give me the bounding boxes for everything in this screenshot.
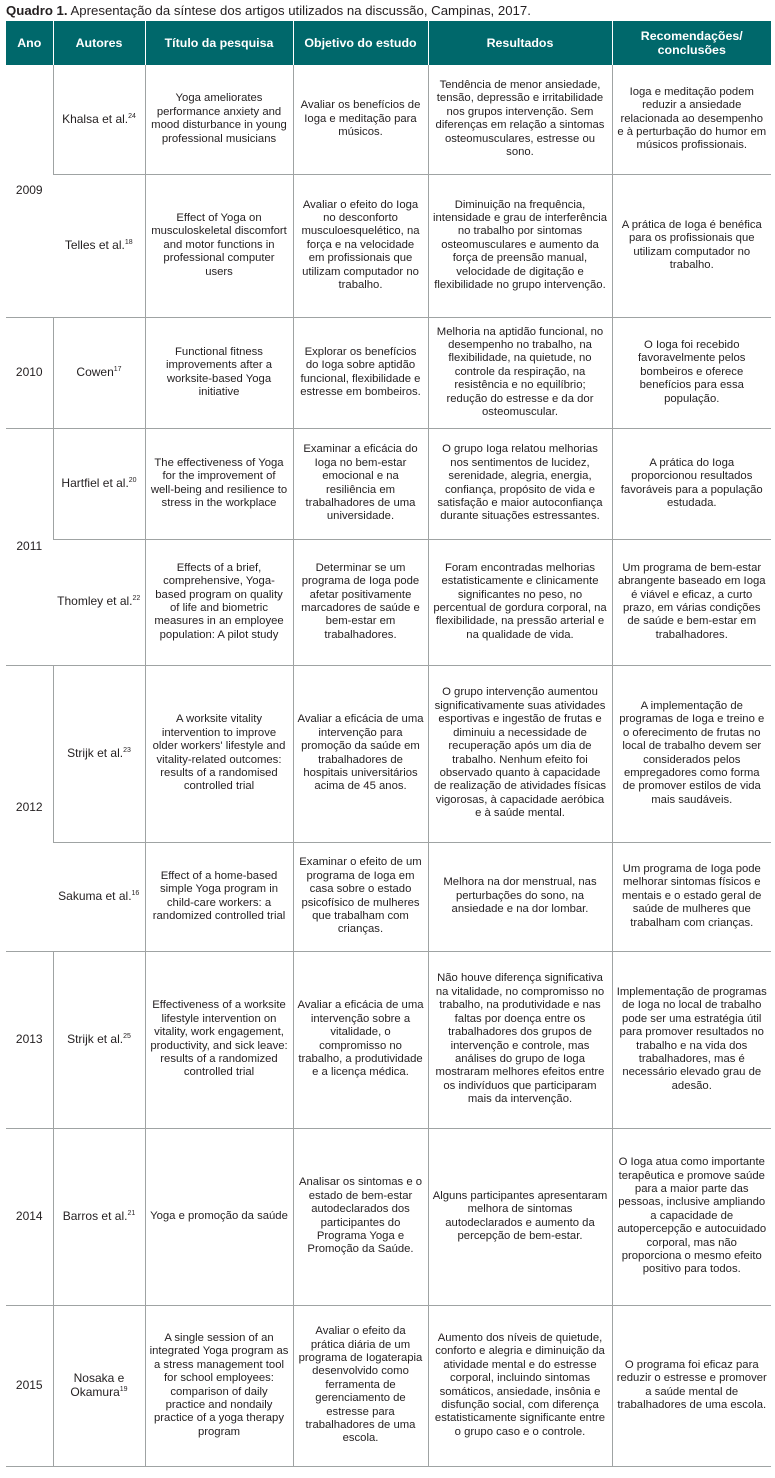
authors-cell	[53, 428, 145, 539]
title-cell: Effect of a home-based simple Yoga program in child-care workers: a randomized controlled trial	[145, 842, 293, 951]
recommendations-cell: O programa foi eficaz para reduzir o estresse e promover a saúde mental de trabalhadores de uma escola.	[612, 1305, 771, 1466]
results-cell: Tendência de menor ansiedade, tensão, depressão e irritabilidade nos grupos intervenção. Sem diferenças em relação a sintomas osteomusculares, estresse ou sono.	[428, 65, 612, 174]
year-cell: 2012	[6, 665, 53, 951]
table-row	[6, 317, 771, 428]
title-cell: Effectiveness of a worksite lifestyle intervention on vitality, work engagement, productivity, and sick leave: results of a randomized controlled trial	[145, 951, 293, 1128]
header-objective: Objetivo do estudo	[293, 21, 428, 65]
objective-cell: Avaliar os benefícios de Ioga e meditação para músicos.	[293, 65, 428, 174]
authors-cell	[53, 65, 145, 174]
results-cell: Alguns participantes apresentaram melhora de sintomas autodeclarados e aumento da percepção de bem-estar.	[428, 1128, 612, 1305]
reference-number: 22	[132, 595, 141, 603]
objective-cell: Determinar se um programa de Ioga pode afetar positivamente marcadores de saúde e bem-estar em trabalhadores.	[293, 539, 428, 665]
recommendations-cell: O Ioga foi recebido favoravelmente pelos bombeiros e oferece benefícios para essa população.	[612, 317, 771, 428]
authors-cell	[53, 1305, 145, 1466]
objective-cell: Explorar os benefícios do Ioga sobre aptidão funcional, flexibilidade e estresse em bombeiros.	[293, 317, 428, 428]
year-cell: 2010	[6, 317, 53, 428]
recommendations-cell: A prática de Ioga é benéfica para os profissionais que utilizam computador no trabalho.	[612, 174, 771, 317]
reference-number: 24	[128, 112, 136, 120]
recommendations-cell: Um programa de bem-estar abrangente baseado em Ioga é viável e eficaz, a curto prazo, em várias condições de saúde e bem-estar em trabalhadores.	[612, 539, 771, 665]
results-cell: Não houve diferença significativa na vitalidade, no compromisso no trabalho, na produtividade e nas faltas por doença entre os trabalhadores dos grupos de intervenção e controle, mas análises do grupo de Ioga mostraram melhores efeitos entre os indivíduos que participaram mais da intervenção.	[428, 951, 612, 1128]
table-row	[6, 842, 771, 951]
header-title: Título da pesquisa	[145, 21, 293, 65]
year-cell: 2013	[6, 951, 53, 1128]
results-cell: Foram encontradas melhorias estatisticamente e clinicamente significantes no peso, no percentual de gordura corporal, na flexibilidade, na pressão arterial e na qualidade de vida.	[428, 539, 612, 665]
title-cell: Functional fitness improvements after a worksite-based Yoga initiative	[145, 317, 293, 428]
reference-number: 16	[131, 889, 140, 897]
authors-text: Telles et al.	[64, 237, 125, 252]
year-cell: 2015	[6, 1305, 53, 1466]
objective-cell: Avaliar o efeito do Ioga no desconforto musculoesquelético, na força e na velocidade em profissionais que utilizam computador no trabalho.	[293, 174, 428, 317]
header-authors: Autores	[53, 21, 145, 65]
objective-cell: Examinar a eficácia do Ioga no bem-estar emocional e na resiliência em trabalhadores de uma universidade.	[293, 428, 428, 539]
objective-cell: Avaliar a eficácia de uma intervenção para promoção da saúde em trabalhadores de hospitais universitários acima de 45 anos.	[293, 665, 428, 842]
table-row	[6, 174, 771, 317]
table-row	[6, 539, 771, 665]
results-cell: Melhoria na aptidão funcional, no desempenho no trabalho, na flexibilidade, na quietude, no controle da respiração, na resistência e no equilíbrio; redução do estresse e da dor osteomuscular.	[428, 317, 612, 428]
reference-number: 20	[128, 476, 137, 484]
authors-cell	[53, 174, 145, 317]
authors-cell	[53, 951, 145, 1128]
authors-cell	[53, 539, 145, 665]
recommendations-cell: Um programa de Ioga pode melhorar sintomas físicos e mentais e o estado geral de saúde de mulheres que trabalham com crianças.	[612, 842, 771, 951]
table-header-row	[6, 21, 771, 65]
year-cell: 2014	[6, 1128, 53, 1305]
table-caption	[6, 3, 531, 19]
authors-text: Nosaka e Okamura	[70, 1371, 125, 1399]
authors-text: Thomley et al.	[57, 594, 133, 609]
year-cell: 2011	[6, 428, 53, 665]
objective-cell: Avaliar o efeito da prática diária de um programa de Iogaterapia desenvolvido como ferramenta de gerenciamento de estresse para trabalhadores de uma escola.	[293, 1305, 428, 1466]
reference-number: 23	[123, 746, 131, 754]
table-row	[6, 1128, 771, 1305]
title-cell: Effects of a brief, comprehensive, Yoga-based program on quality of life and biometric measures in an employee population: A pilot study	[145, 539, 293, 665]
table-row	[6, 1305, 771, 1466]
title-cell: A worksite vitality intervention to improve older workers' lifestyle and vitality-related outcomes: results of a randomised controlled trial	[145, 665, 293, 842]
reference-number: 21	[127, 1209, 136, 1217]
recommendations-cell: Ioga e meditação podem reduzir a ansiedade relacionada ao desempenho e à perturbação do humor em músicos profissionais.	[612, 65, 771, 174]
table-row	[6, 665, 771, 842]
header-results: Resultados	[428, 21, 612, 65]
authors-cell	[53, 842, 145, 951]
results-cell: Aumento dos níveis de quietude, conforto e alegria e diminuição da atividade mental e do estresse corporal, incluindo sintomas somáticos, ansiedade, insônia e disfunção social, com diferença estatisticamente significante entre o grupo caso e o controle.	[428, 1305, 612, 1466]
authors-text: Cowen	[76, 364, 114, 379]
reference-number: 25	[123, 1032, 131, 1040]
authors-text: Strijk et al.	[67, 745, 124, 760]
objective-cell: Examinar o efeito de um programa de Ioga em casa sobre o estado psicofísico de mulheres que trabalham com crianças.	[293, 842, 428, 951]
title-cell: The effectiveness of Yoga for the improvement of well-being and resilience to stress in the workplace	[145, 428, 293, 539]
authors-text: Barros et al.	[62, 1208, 128, 1223]
recommendations-cell: Implementação de programas de Ioga no local de trabalho pode ser uma estratégia útil para promover resultados no trabalho e na vida dos trabalhadores, mas é necessário elevado grau de adesão.	[612, 951, 771, 1128]
results-cell: O grupo Ioga relatou melhorias nos sentimentos de lucidez, serenidade, alegria, energia, confiança, propósito de vida e satisfação e maior autoconfiança durante situações estressantes.	[428, 428, 612, 539]
results-cell: Diminuição na frequência, intensidade e grau de interferência no trabalho por sintomas osteomusculares e aumento da força de preensão manual, velocidade de digitação e flexibilidade no grupo intervenção.	[428, 174, 612, 317]
reference-number: 18	[124, 238, 133, 246]
recommendations-cell: A implementação de programas de Ioga e treino e o oferecimento de frutas no local de trabalho devem ser considerados pelos empregadores como forma de promover estilos de vida mais saudáveis.	[612, 665, 771, 842]
title-cell: Yoga ameliorates performance anxiety and mood disturbance in young professional musicians	[145, 65, 293, 174]
authors-text: Hartfiel et al.	[61, 475, 129, 490]
table-row	[6, 428, 771, 539]
results-cell: O grupo intervenção aumentou significativamente suas atividades esportivas e ingestão de frutas e diminuiu a necessidade de recuperação após um dia de trabalho. Nenhum efeito foi observado quanto à capacidade de realização de atividades físicas vigorosas, à capacidade aeróbica e à saúde mental.	[428, 665, 612, 842]
header-year: Ano	[6, 21, 53, 65]
results-cell: Melhora na dor menstrual, nas perturbações do sono, na ansiedade e na dor lombar.	[428, 842, 612, 951]
authors-cell	[53, 317, 145, 428]
authors-cell	[53, 1128, 145, 1305]
table-row	[6, 65, 771, 174]
title-cell: A single session of an integrated Yoga program as a stress management tool for school employees: comparison of daily practice and nondaily practice of a yoga therapy program	[145, 1305, 293, 1466]
caption-text: Apresentação da síntese dos artigos utilizados na discussão, Campinas, 2017.	[67, 3, 531, 18]
recommendations-cell: O Ioga atua como importante terapêutica e promove saúde para a maior parte das pessoas, inclusive ampliando a capacidade de autopercepção e autocuidado corporal, mas não proporciona o mesmo efeito positivo para todos.	[612, 1128, 771, 1305]
authors-text: Strijk et al.	[67, 1031, 124, 1046]
authors-cell	[53, 665, 145, 842]
objective-cell: Avaliar a eficácia de uma intervenção sobre a vitalidade, o compromisso no trabalho, a produtividade e a licença médica.	[293, 951, 428, 1128]
authors-text: Khalsa et al.	[62, 111, 129, 126]
objective-cell: Analisar os sintomas e o estado de bem-estar autodeclarados dos participantes do Programa Yoga e Promoção da Saúde.	[293, 1128, 428, 1305]
authors-text: Sakuma et al.	[58, 888, 132, 903]
recommendations-cell: A prática do Ioga proporcionou resultados favoráveis para a população estudada.	[612, 428, 771, 539]
studies-table	[6, 21, 771, 1467]
caption-label: Quadro 1.	[6, 3, 68, 18]
header-recommendations: Recomendações/ conclusões	[612, 21, 771, 65]
title-cell: Effect of Yoga on musculoskeletal discomfort and motor functions in professional computer users	[145, 174, 293, 317]
reference-number: 17	[113, 365, 122, 373]
table-row	[6, 951, 771, 1128]
title-cell: Yoga e promoção da saúde	[145, 1128, 293, 1305]
reference-number: 19	[119, 1385, 128, 1393]
year-cell: 2009	[6, 65, 53, 317]
